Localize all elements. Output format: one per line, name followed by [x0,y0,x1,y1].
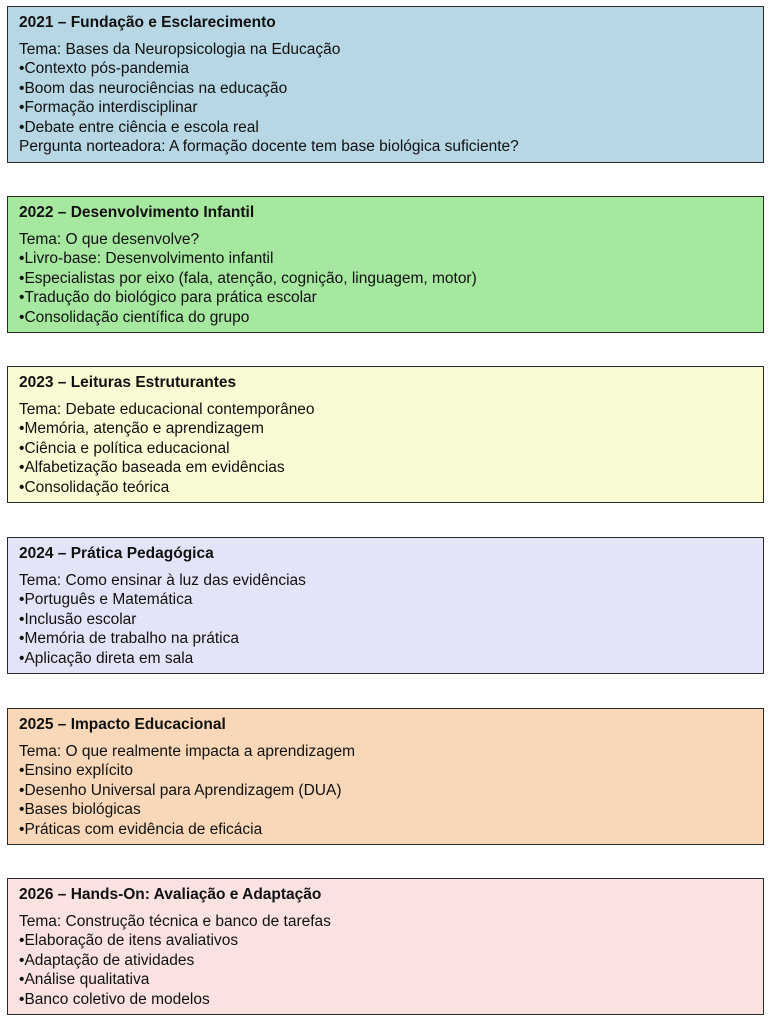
card-tema: Tema: O que realmente impacta a aprendizagem [19,743,356,760]
bullet-text: Contexto pós-pandemia [24,60,190,78]
card-2021 [7,6,764,163]
bullet-item [19,931,752,950]
bullet-text: Elaboração de itens avaliativos [24,932,239,950]
bullet-item [19,590,752,609]
bullet-text: Português e Matemática [24,591,193,609]
card-body [19,230,752,327]
card-2026 [7,878,764,1015]
bullet-item [19,990,752,1009]
bullet-text: Banco coletivo de modelos [24,990,210,1008]
bullet-text: Aplicação direta em sala [24,649,194,667]
card-body [19,40,752,156]
bullet-item [19,269,752,288]
bullet-text: Memória de trabalho na prática [24,630,239,648]
bullet-item [19,79,752,98]
bullet-item [19,800,752,819]
bullet-item [19,98,752,117]
bullet-item [19,59,752,78]
bullet-text: Análise qualitativa [24,971,150,989]
bullet-item [19,629,752,648]
bullet-text: Tradução do biológico para prática escolar [24,289,317,307]
card-tema: Tema: Debate educacional contemporâneo [19,401,315,418]
bullet-text: Ensino explícito [24,762,133,780]
bullet-text: Práticas com evidência de eficácia [24,820,263,838]
bullet-text: Boom das neurociências na educação [24,79,288,97]
card-title: 2024 – Prática Pedagógica [19,545,214,562]
card-body [19,571,752,668]
bullet-item [19,118,752,137]
card-tema: Tema: Construção técnica e banco de tarefas [19,913,331,930]
bullet-item [19,439,752,458]
bullet-text: Alfabetização baseada em evidências [24,459,285,477]
bullet-text: Consolidação científica do grupo [24,308,250,326]
bullet-text: Inclusão escolar [24,610,137,628]
bullet-item [19,478,752,497]
bullet-item [19,761,752,780]
bullet-text: Especialistas por eixo (fala, atenção, cognição, linguagem, motor) [24,269,477,287]
bullet-text: Consolidação teórica [24,478,170,496]
bullet-item [19,970,752,989]
card-2022 [7,196,764,333]
bullet-item [19,649,752,668]
card-2023 [7,366,764,503]
card-tema: Tema: O que desenvolve? [19,231,200,248]
card-tema: Tema: Como ensinar à luz das evidências [19,572,306,589]
card-title: 2021 – Fundação e Esclarecimento [19,14,276,31]
card-title: 2022 – Desenvolvimento Infantil [19,204,255,221]
bullet-item [19,781,752,800]
card-2024 [7,537,764,674]
bullet-item [19,308,752,327]
bullet-text: Desenho Universal para Aprendizagem (DUA) [24,781,342,799]
bullet-text: Debate entre ciência e escola real [24,118,259,136]
bullet-item [19,951,752,970]
card-body [19,912,752,1009]
guiding-question: Pergunta norteadora: A formação docente tem base biológica suficiente? [19,138,519,156]
bullet-text: Formação interdisciplinar [24,99,198,117]
bullet-text: Adaptação de atividades [24,951,195,969]
bullet-text: Bases biológicas [24,801,141,819]
card-body [19,742,752,839]
bullet-text: Ciência e política educacional [24,439,230,457]
card-title: 2025 – Impacto Educacional [19,716,226,733]
card-2025 [7,708,764,845]
card-title: 2026 – Hands-On: Avaliação e Adaptação [19,886,322,903]
bullet-item [19,288,752,307]
card-body [19,400,752,497]
bullet-item [19,419,752,438]
bullet-text: Memória, atenção e aprendizagem [24,420,264,438]
card-title: 2023 – Leituras Estruturantes [19,374,237,391]
card-tema: Tema: Bases da Neuropsicologia na Educação [19,41,341,58]
bullet-item [19,458,752,477]
bullet-text: Livro-base: Desenvolvimento infantil [24,250,274,268]
bullet-item [19,820,752,839]
bullet-item [19,610,752,629]
bullet-item [19,249,752,268]
